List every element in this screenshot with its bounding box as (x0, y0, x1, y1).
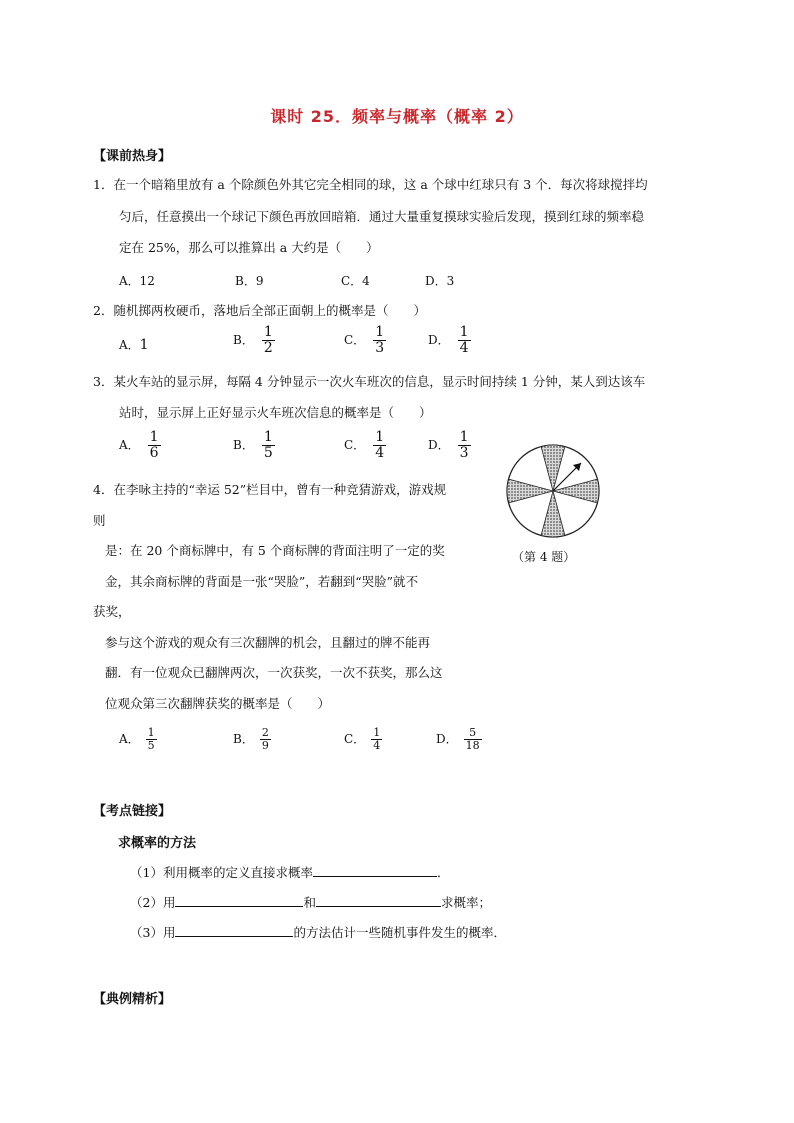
method-item-2-mid: 和 (303, 895, 316, 910)
q2-option-b (233, 325, 275, 356)
method-item-3-end: 的方法估计一些随机事件发生的概率． (293, 925, 506, 940)
q4-option-c-den: 4 (373, 739, 381, 752)
q2-option-b-den: 2 (263, 340, 273, 356)
q2-option-a-label: A． (119, 338, 140, 352)
q1-option-c: C．4 (341, 274, 370, 288)
q4-option-d-den: 18 (465, 739, 480, 752)
q4-option-c-label: C． (344, 732, 366, 746)
q4-line4: 金，其余商标牌的背面是一张“哭脸”，若翻到“哭脸”就不 (105, 574, 419, 589)
q4-option-d-label: D． (436, 732, 458, 746)
q2-option-c-den: 3 (375, 340, 385, 356)
method-item-2 (130, 894, 491, 911)
q4-option-b (233, 727, 271, 752)
method-item-1-text: （1）利用概率的定义直接求概率 (130, 865, 313, 880)
q3-option-a-label: A． (119, 438, 140, 452)
q3-line2: 站时，显示屏上正好显示火车班次信息的概率是（ ） (119, 405, 432, 420)
method-item-3 (130, 924, 506, 941)
q2-option-b-label: B． (233, 333, 254, 347)
q3-option-b-label: B． (233, 438, 254, 452)
q1-option-b: B．9 (235, 274, 264, 288)
q2-option-a (119, 336, 149, 353)
q3-option-d-label: D． (428, 438, 450, 452)
page-title: 课时 25．频率与概率（概率 2） (270, 107, 524, 126)
q4-option-a-label: A． (119, 732, 140, 746)
q4-option-a (119, 727, 157, 752)
method-item-2-end: 求概率； (440, 895, 491, 910)
q4-line1: 4．在李咏主持的“幸运 52”栏目中，曾有一种竞猜游戏，游戏规 (93, 482, 447, 497)
method-item-1-blank[interactable] (313, 864, 437, 877)
section-links: 【考点链接】 (93, 804, 172, 819)
q1-line1: 1．在一个暗箱里放有 a 个除颜色外其它完全相同的球，这 a 个球中红球只有 3 个．每次将球搅拌均 (93, 177, 648, 192)
q2-option-c (344, 325, 386, 356)
q3-option-a (119, 430, 161, 461)
method-item-2-blank-2[interactable] (316, 894, 441, 907)
q3-option-d (428, 430, 471, 461)
q2-option-d-label: D． (428, 333, 450, 347)
q2-line1: 2．随机掷两枚硬币，落地后全部正面朝上的概率是（ ） (93, 303, 426, 318)
q3-option-d-num: 1 (459, 429, 469, 445)
q1-option-d: D．3 (425, 274, 455, 288)
q3-option-b-num: 1 (263, 429, 273, 445)
q3-option-d-den: 3 (459, 445, 469, 461)
q4-option-c-num: 1 (373, 726, 381, 739)
q2-option-d-num: 1 (459, 324, 469, 340)
q4-line3: 是：在 20 个商标牌中，有 5 个商标牌的背面注明了一定的奖 (105, 543, 445, 558)
q4-option-b-label: B． (233, 732, 254, 746)
q3-option-c (344, 430, 386, 461)
q4-option-a-num: 1 (147, 726, 155, 739)
q1-line2: 匀后，任意摸出一个球记下颜色再放回暗箱．通过大量重复摸球实验后发现，摸到红球的频率稳 (119, 209, 645, 224)
method-item-3-blank[interactable] (175, 924, 293, 937)
q1-option-a: A．12 (119, 274, 155, 288)
method-item-3-text: （3）用 (130, 925, 176, 940)
q4-line8: 位观众第三次翻牌获奖的概率是（ ） (105, 696, 331, 711)
q2-option-c-label: C． (344, 333, 366, 347)
q4-line6: 参与这个游戏的观众有三次翻牌的机会，且翻过的牌不能再 (105, 635, 431, 650)
spinner-figure (505, 443, 601, 539)
q4-option-d-num: 5 (469, 726, 477, 739)
q2-option-a-value: 1 (139, 337, 149, 353)
q3-option-a-num: 1 (149, 429, 159, 445)
method-item-2-text: （2）用 (130, 895, 176, 910)
method-item-2-blank-1[interactable] (175, 894, 303, 907)
section-examples: 【典例精析】 (93, 992, 172, 1007)
q2-option-c-num: 1 (375, 324, 385, 340)
q4-option-b-den: 9 (261, 739, 269, 752)
q4-option-c (344, 727, 382, 752)
q4-line2: 则 (93, 513, 106, 528)
q3-option-b-den: 5 (263, 445, 273, 461)
q4-option-a-den: 5 (147, 739, 155, 752)
q2-option-d (428, 325, 471, 356)
method-item-1-end: ． (436, 865, 450, 880)
q3-option-c-num: 1 (375, 429, 385, 445)
method-heading: 求概率的方法 (118, 836, 197, 851)
q4-line7: 翻．有一位观众已翻牌两次，一次获奖，一次不获奖，那么这 (105, 665, 443, 680)
q4-option-d (436, 727, 482, 752)
q3-option-c-label: C． (344, 438, 366, 452)
q2-option-d-den: 4 (459, 340, 469, 356)
q3-option-a-den: 6 (149, 445, 159, 461)
q4-line5: 获奖， (93, 604, 131, 619)
q3-line1: 3．某火车站的显示屏，每隔 4 分钟显示一次火车班次的信息，显示时间持续 1 分钟，某人到达该车 (93, 374, 646, 389)
method-item-1 (130, 864, 449, 881)
q1-line3: 定在 25%，那么可以推算出 a 大约是（ ） (119, 240, 379, 255)
q2-option-b-num: 1 (263, 324, 273, 340)
q4-option-b-num: 2 (261, 726, 269, 739)
q3-option-c-den: 4 (375, 445, 385, 461)
q3-option-b (233, 430, 275, 461)
figure-caption: （第 4 题） (512, 550, 576, 564)
section-warmup: 【课前热身】 (93, 149, 172, 164)
